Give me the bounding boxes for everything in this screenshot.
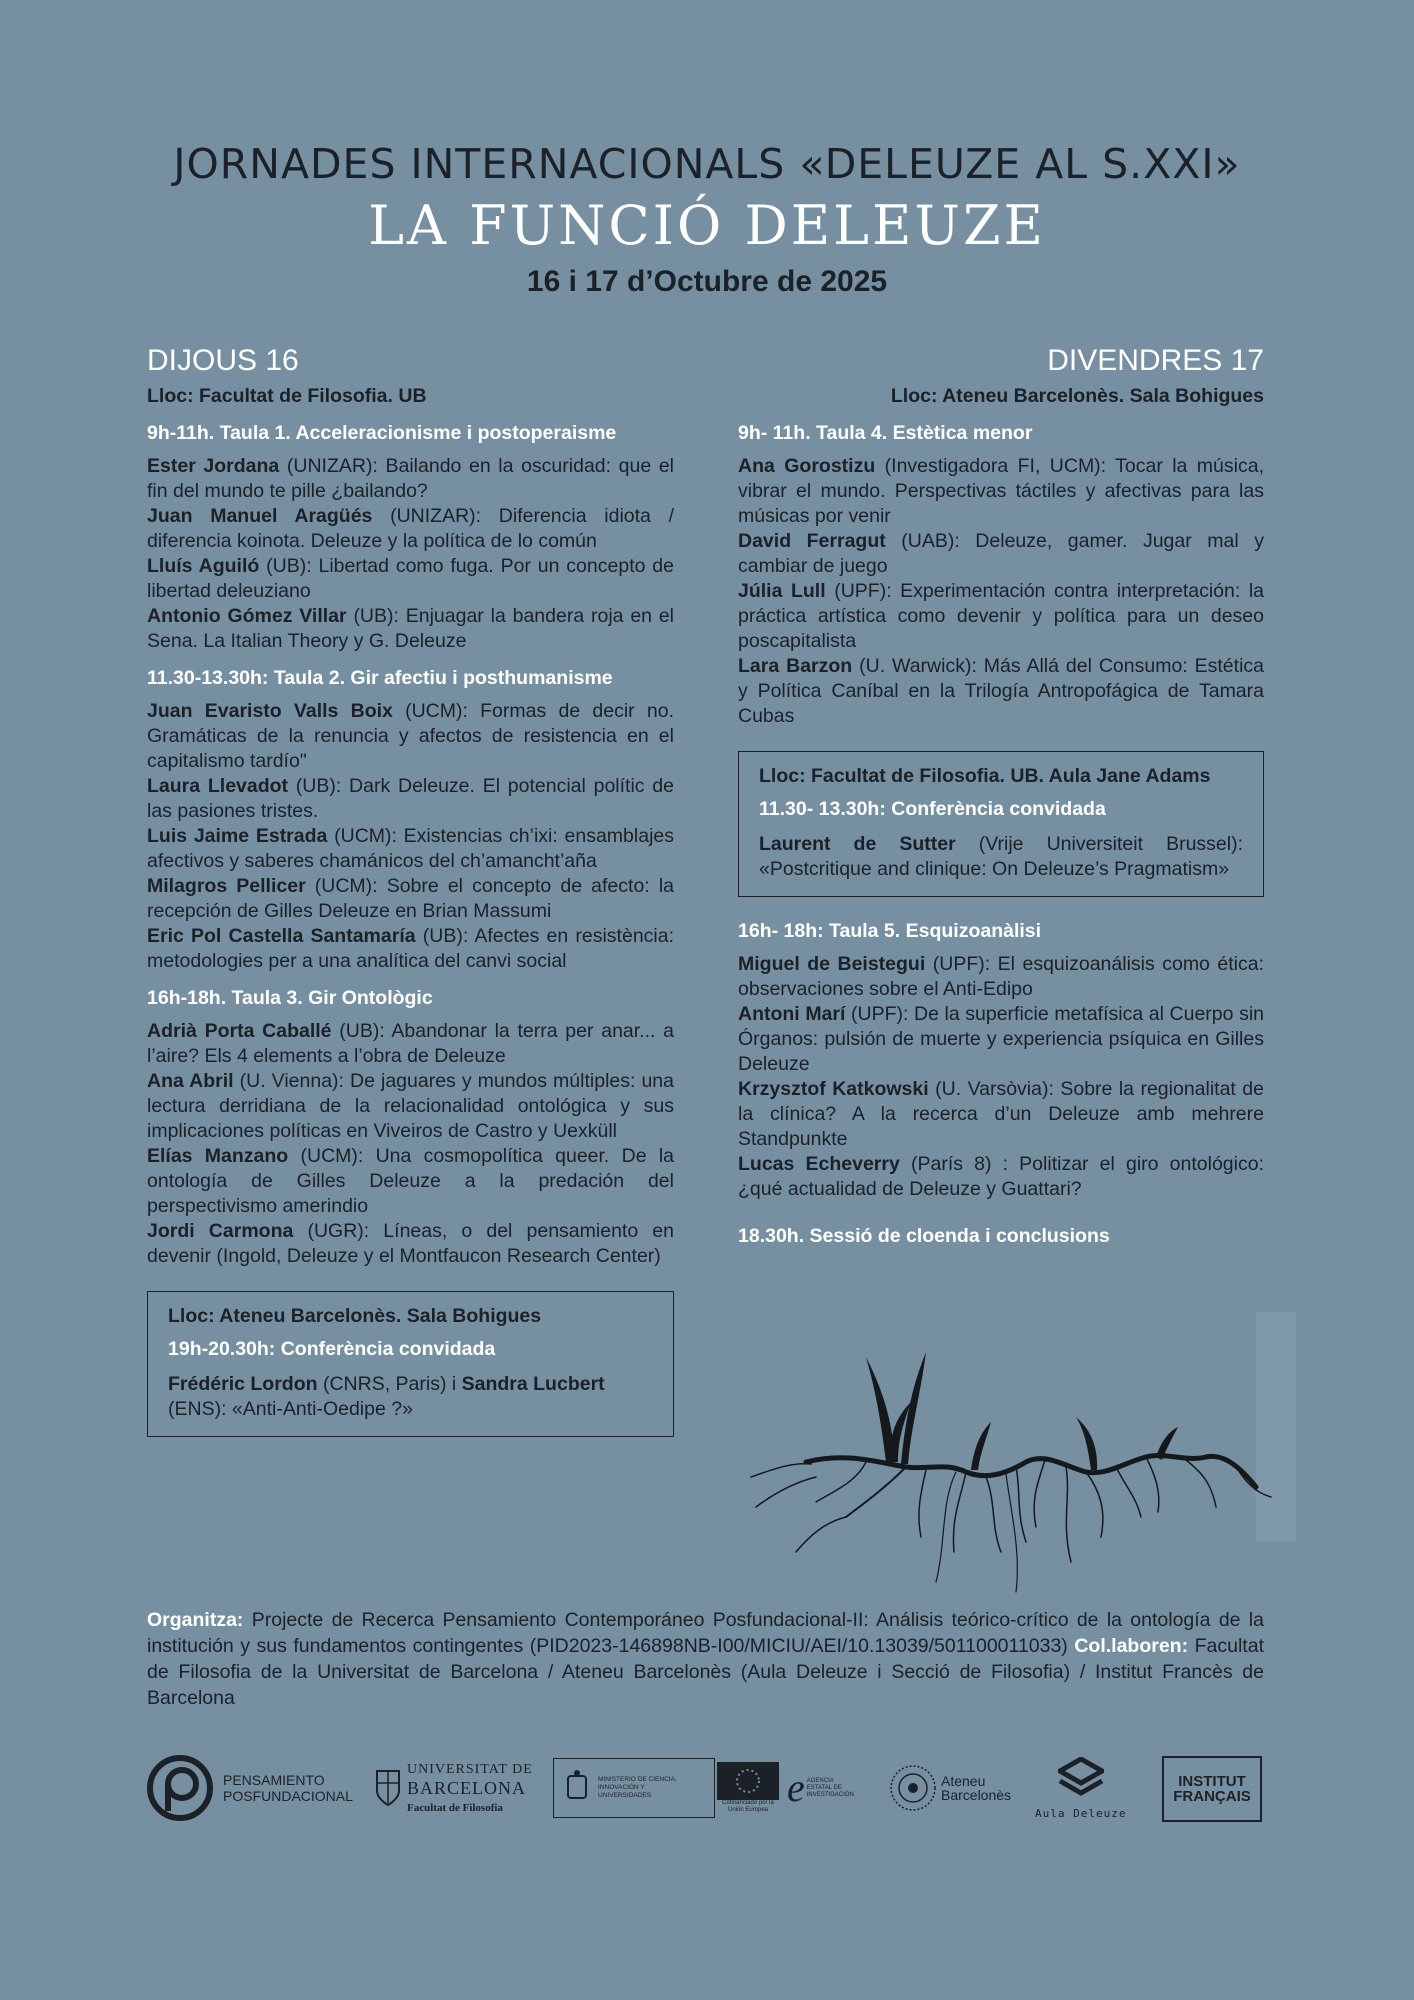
talk-text: (U. Varsòvia): Sobre la regionalitat de la clínica? A la recerca d’un Deleuze amb mehrere Standpunkte (738, 1078, 1264, 1150)
ministerio-logo (553, 1758, 715, 1818)
pensamiento-posfundacional-logo (147, 1752, 353, 1824)
pp-logo-text-1: PENSAMIENTO (223, 1772, 325, 1788)
keynote-entry (759, 832, 1243, 882)
speaker-name: Júlia Lull (738, 580, 826, 602)
keynote-location: Lloc: Facultat de Filosofia. UB. Aula Jane Adams (759, 765, 1211, 787)
institut-text-1: INSTITUT (1178, 1773, 1246, 1790)
day1-heading: DIJOUS 16 (147, 344, 299, 377)
speaker-name: Adrià Porta Caballé (147, 1020, 332, 1042)
talk-text: (UPF): El esquizoanálisis como ética: observaciones sobre el Anti-Edipo (738, 953, 1265, 1000)
ministerio-text: MINISTERIO DE CIENCIA, INNOVACIÓN Y UNIVERSIDADES (598, 1776, 677, 1799)
roots-illustration (716, 1312, 1296, 1602)
ub-logo (375, 1752, 533, 1824)
keynote-session: 19h-20.30h: Conferència convidada (168, 1338, 496, 1360)
speaker-name: Ester Jordana (147, 455, 280, 477)
talk-text: (París 8) : Politizar el giro ontológico: ¿qué actualidad de Deleuze y Guattari? (738, 1153, 1264, 1200)
list-item (147, 699, 674, 774)
header (0, 140, 1414, 299)
aula-deleuze-icon (1058, 1757, 1104, 1803)
aei-text: AGENCIA ESTATAL DE INVESTIGACIÓN (806, 1777, 854, 1798)
session-taula-5 (738, 919, 1264, 1202)
list-item (738, 529, 1264, 579)
session-title: 9h-11h. Taula 1. Acceleracionisme i postoperaisme (147, 422, 617, 444)
keynote-box-day2 (738, 751, 1264, 897)
list-item (738, 952, 1264, 1002)
keynote-session: 11.30- 13.30h: Conferència convidada (759, 798, 1106, 820)
eu-logo (717, 1752, 779, 1824)
list-item (738, 1152, 1264, 1202)
talk-text: (UPF): De la superficie metafísica al Cuerpo sin Órganos: pulsión de muerte y experiencia psíquica en Gilles Deleuze (738, 1003, 1265, 1075)
list-item (147, 874, 674, 924)
session-taula-3 (147, 986, 674, 1269)
talk-text: (U. Warwick): Más Allá del Consumo: Estética y Política Caníbal en la Trilogía Antropofágica de Tamara Cubas (738, 655, 1264, 727)
aei-mark-icon: e (787, 1765, 805, 1810)
speaker-name: Juan Manuel Aragüés (147, 505, 373, 527)
speaker-affiliation: (CNRS, Paris) i (317, 1373, 462, 1395)
speaker-name: Laurent de Sutter (759, 833, 956, 855)
pp-logo-text-2: POSFUNDACIONAL (223, 1788, 353, 1804)
talk-text: (UCM): Sobre el concepto de afecto: la recepción de Gilles Deleuze en Brian Massumi (147, 875, 674, 922)
ub-shield-icon (375, 1769, 401, 1807)
speaker-name: Eric Pol Castella Santamaría (147, 925, 416, 947)
speaker-name: Elías Manzano (147, 1145, 289, 1167)
aula-deleuze-logo (1035, 1752, 1126, 1824)
day1-location: Lloc: Facultat de Filosofia. UB (147, 385, 427, 407)
list-item (738, 654, 1264, 729)
list-item (147, 554, 674, 604)
institut-francais-logo (1162, 1756, 1262, 1822)
crest-icon (562, 1768, 592, 1808)
speaker-name: Jordi Carmona (147, 1220, 294, 1242)
talk-text: (UB): Libertad como fuga. Por un concepto de libertad deleuziano (147, 555, 674, 602)
talk-text: (UCM): Existencias ch’ixi: ensamblajes afectivos y saberes chamánicos del ch’amancht’aña (147, 825, 674, 872)
ateneu-text: Ateneu Barcelonès (941, 1773, 1012, 1803)
speaker-name: Luis Jaime Estrada (147, 825, 328, 847)
ub-logo-text-1: UNIVERSITAT DE (407, 1762, 533, 1777)
speaker-name: Lluís Aguiló (147, 555, 260, 577)
speaker-name: Lucas Echeverry (738, 1153, 900, 1175)
speaker-name: Miguel de Beistegui (738, 953, 926, 975)
ateneu-logo (889, 1752, 1021, 1824)
list-item (147, 504, 674, 554)
list-item (147, 1219, 674, 1269)
list-item (147, 924, 674, 974)
talk-text: (U. Vienna): De jaguares y mundos múltiples: una lectura derridiana de la relacionalidad ontológica y sus implicaciones políticas en Viveiros de Castro y Uexküll (147, 1070, 674, 1142)
talk-text: (UB): Enjuagar la bandera roja en el Sena. La Italian Theory y G. Deleuze (147, 605, 674, 652)
session-taula-2 (147, 666, 674, 974)
talk-text: (Investigadora FI, UCM): Tocar la música, vibrar el mundo. Perspectivas táctiles y afectivas para las músicas por venir (738, 455, 1264, 527)
day2-heading: DIVENDRES 17 (1047, 344, 1264, 377)
list-item (147, 774, 674, 824)
speaker-name: Juan Evaristo Valls Boix (147, 700, 393, 722)
speaker-name: Lara Barzon (738, 655, 853, 677)
talk-text: (UAB): Deleuze, gamer. Jugar mal y cambiar de juego (738, 530, 1264, 577)
organizer-label: Organitza: (147, 1609, 244, 1631)
speaker-name: David Ferragut (738, 530, 886, 552)
collaborators-text: Facultat de Filosofia de la Universitat de Barcelona / Ateneu Barcelonès (Aula Deleuze i Secció de Filosofia) / Institut Francès de Barcelona (147, 1635, 1264, 1709)
list-item (147, 1069, 674, 1144)
aula-deleuze-text: Aula Deleuze (1035, 1806, 1127, 1820)
ub-logo-text-3: Facultat de Filosofia (407, 1802, 503, 1814)
collaborators-label: Col.laboren: (1074, 1635, 1189, 1657)
day2-column (738, 342, 1264, 1257)
list-item (147, 604, 674, 654)
list-item (738, 579, 1264, 654)
event-dates: 16 i 17 d’Octubre de 2025 (526, 265, 888, 298)
talk-text: (UB): Dark Deleuze. El potencial polític de las pasiones tristes. (147, 775, 675, 822)
footer-credits (147, 1607, 1264, 1711)
talk-text: (UGR): Líneas, o del pensamiento en devenir (Ingold, Deleuze y el Montfaucon Research Center) (147, 1220, 674, 1267)
session-taula-1 (147, 421, 674, 654)
speaker-name: Milagros Pellicer (147, 875, 306, 897)
logo-strip (147, 1752, 1264, 1824)
list-item (147, 1144, 674, 1219)
ub-logo-text-2: BARCELONA (407, 1778, 527, 1798)
day1-column (147, 342, 674, 1459)
talk-text: (UPF): Experimentación contra interpretación: la práctica artística como devenir y política para un deseo poscapitalista (738, 580, 1264, 652)
talk-text: (UB): Abandonar la terra per anar... a l’aire? Els 4 elements a l’obra de Deleuze (147, 1020, 675, 1067)
list-item (147, 1019, 674, 1069)
event-subtitle: JORNADES INTERNACIONALS «DELEUZE AL S.XXI» (173, 140, 1241, 188)
talk-text: (UCM): Una cosmopolítica queer. De la ontología de Gilles Deleuze a la predación del perspectivismo amerindio (147, 1145, 674, 1217)
eu-text: Cofinanciado por la Unión Europea (722, 1800, 774, 1813)
session-title: 11.30-13.30h: Taula 2. Gir afectiu i posthumanisme (147, 667, 613, 689)
speaker-name: Ana Abril (147, 1070, 234, 1092)
speaker-name: Sandra Lucbert (461, 1373, 605, 1395)
list-item (738, 1077, 1264, 1152)
keynote-location: Lloc: Ateneu Barcelonès. Sala Bohigues (168, 1305, 542, 1327)
talk-text: (UCM): Formas de decir no. Gramáticas de la renuncia y afectos de resistencia en el capitalismo tardío" (147, 700, 674, 772)
day2-location: Lloc: Ateneu Barcelonès. Sala Bohigues (890, 385, 1264, 407)
session-title: 9h- 11h. Taula 4. Estètica menor (738, 422, 1033, 444)
event-title: LA FUNCIÓ DELEUZE (368, 194, 1046, 257)
talk-text: (UNIZAR): Diferencia idiota / diferencia koinota. Deleuze y la política de lo común (147, 505, 674, 552)
speaker-name: Antoni Marí (738, 1003, 846, 1025)
speaker-name: Antonio Gómez Villar (147, 605, 347, 627)
list-item (147, 824, 674, 874)
keynote-entry (168, 1372, 653, 1422)
list-item (738, 1002, 1264, 1077)
session-title: 16h- 18h: Taula 5. Esquizoanàlisi (738, 920, 1042, 942)
list-item (738, 454, 1264, 529)
speaker-name: Laura Llevadot (147, 775, 289, 797)
talk-text: (Vrije Universiteit Brussel): «Postcritique and clinique: On Deleuze’s Pragmatism» (759, 833, 1243, 880)
institut-text-2: FRANÇAIS (1173, 1788, 1251, 1805)
list-item (147, 454, 674, 504)
aei-logo (787, 1752, 853, 1824)
session-title: 16h-18h. Taula 3. Gir Ontològic (147, 987, 433, 1009)
ateneu-seal-icon (889, 1764, 937, 1812)
eu-flag-icon (717, 1762, 779, 1800)
speaker-name: Frédéric Lordon (168, 1373, 318, 1395)
talk-text: (UNIZAR): Bailando en la oscuridad: que el fin del mundo te pille ¿bailando? (147, 455, 675, 502)
session-taula-4 (738, 421, 1264, 729)
talk-text: (ENS): «Anti-Anti-Oedipe ?» (168, 1398, 413, 1420)
speaker-name: Ana Gorostizu (738, 455, 876, 477)
closing-session: 18.30h. Sessió de cloenda i conclusions (738, 1225, 1110, 1247)
organizer-text: Projecte de Recerca Pensamiento Contemporáneo Posfundacional-II: Análisis teórico-crítico de la ontología de la institución y sus fundamentos contingentes (PID2023-146898NB-I00/MICIU/AEI/10.13039/501100011033) (147, 1609, 1264, 1657)
talk-text: (UB): Afectes en resistència: metodologies per a una analítica del canvi social (147, 925, 675, 972)
speaker-name: Krzysztof Katkowski (738, 1078, 929, 1100)
keynote-box-day1 (147, 1291, 674, 1437)
pp-logo-icon (147, 1755, 213, 1821)
